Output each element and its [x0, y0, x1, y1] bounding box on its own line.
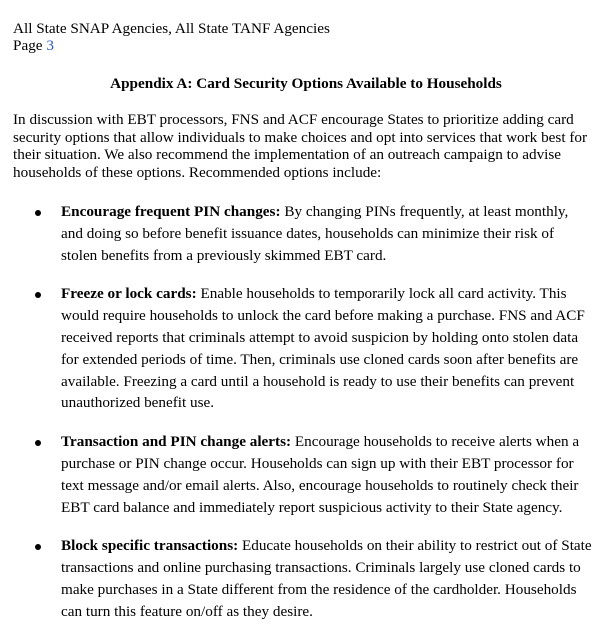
bullet-text: Enable households to temporarily lock all card activity. This would require households to unlock the card before making a purchase. FNS and ACF received reports that criminals attempt to avoid suspicion by holding onto stolen data for extended periods of time. Then, criminals use cloned cards soon after benefits are available. Freezing a card until a household is ready to use their benefits can prevent unauthorized benefit use. [61, 285, 585, 412]
page-number: 3 [46, 37, 54, 54]
list-item [0, 431, 598, 518]
recommended-options-list [0, 201, 598, 640]
bullet-icon [35, 544, 41, 550]
intro-paragraph: In discussion with EBT processors, FNS and ACF encourage States to prioritize adding card security options that allow individuals to make choices and opt into services that work best for their situation. We also recommend the implementation of an outreach campaign to advise households of these options. Recommended options include: [13, 111, 588, 181]
appendix-title: Appendix A: Card Security Options Available to Households [110, 75, 502, 92]
list-item [0, 201, 598, 266]
bullet-icon [35, 440, 41, 446]
header-page [13, 37, 54, 54]
bullet-heading: Transaction and PIN change alerts: [61, 433, 292, 451]
bullet-text: Educate households on their ability to restrict out of State transactions and online purchasing transactions. Criminals largely use cloned cards to make purchases in a State different from the residence of the cardholder. Households can turn this feature on/off as they desire. [61, 537, 592, 620]
bullet-icon [35, 210, 41, 216]
list-item [0, 283, 598, 414]
bullet-icon [35, 292, 41, 298]
header-recipients: All State SNAP Agencies, All State TANF Agencies [13, 20, 330, 37]
bullet-heading: Freeze or lock cards: [61, 285, 197, 303]
bullet-heading: Block specific transactions: [61, 537, 239, 555]
page-label: Page [13, 37, 43, 54]
list-item [0, 535, 598, 622]
bullet-text: By changing PINs frequently, at least monthly, and doing so before benefit issuance dates, households can minimize their risk of stolen benefits from a previously skimmed EBT card. [61, 203, 569, 264]
bullet-text: Encourage households to receive alerts when a purchase or PIN change occur. Households can sign up with their EBT processor for text message and/or email alerts. Also, encourage households to routinely check their EBT card balance and immediately report suspicious activity to their State agency. [61, 433, 580, 516]
bullet-heading: Encourage frequent PIN changes: [61, 203, 281, 220]
